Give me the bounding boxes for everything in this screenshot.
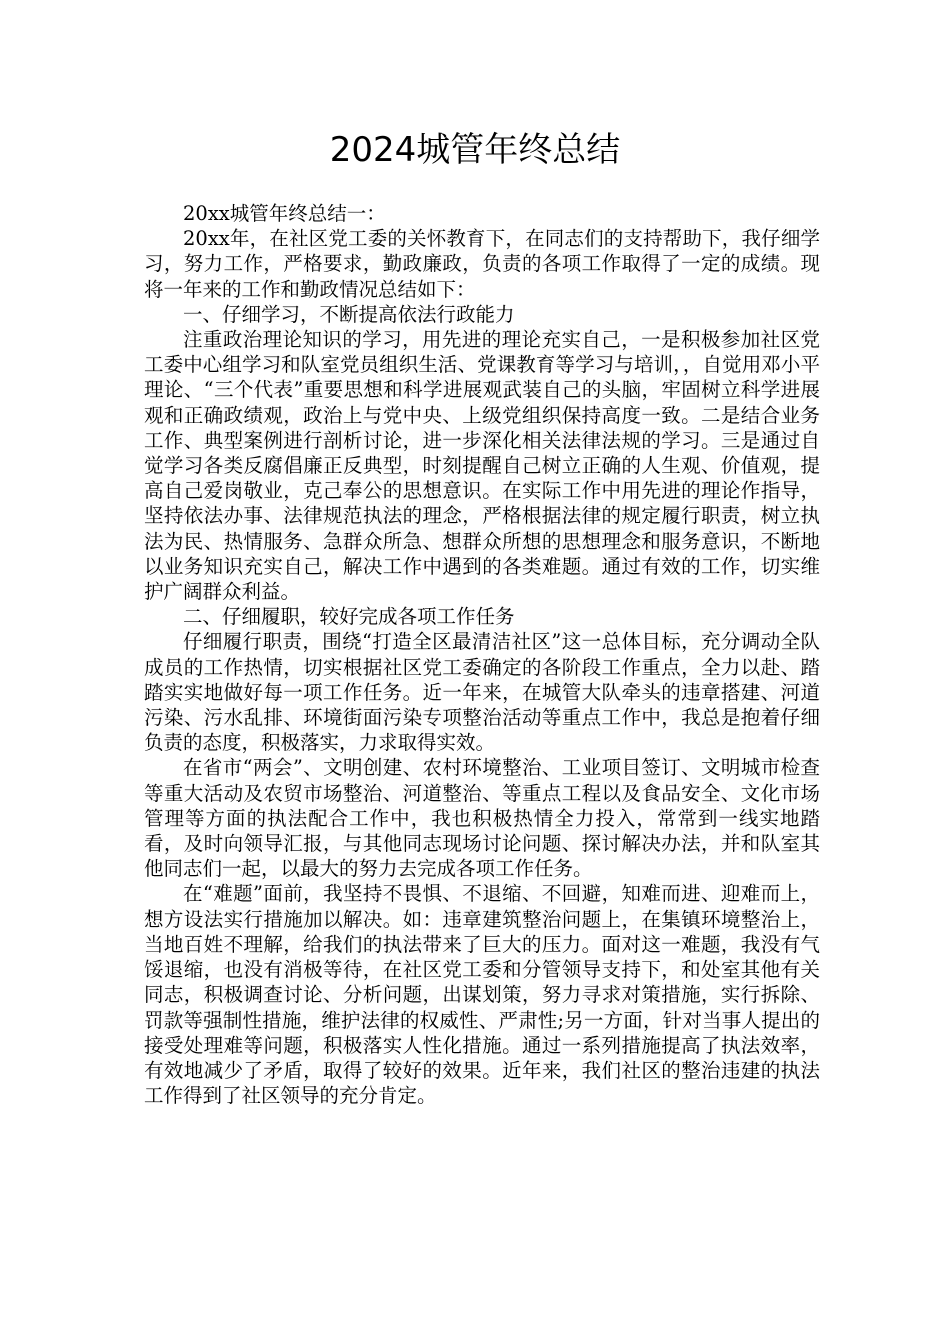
paragraph: 在省市“两会”、文明创建、农村环境整治、工业项目签订、文明城市检查等重大活动及农贸市场整治、河道整治、等重点工程以及食品安全、文化市场管理等方面的执法配合工作中，我也积极热情全力投入，常常到一线实地踏看，及时向领导汇报，与其他同志现场讨论问题、探讨解决办法，并和队室其他同志们一起，以最大的努力去完成各项工作任务。 [144,756,820,881]
paragraph: 20xx年，在社区党工委的关怀教育下，在同志们的支持帮助下，我仔细学习，努力工作，严格要求，勤政廉政，负责的各项工作取得了一定的成绩。现将一年来的工作和勤政情况总结如下： [144,227,820,301]
section-heading-2: 二、仔细履职，较好完成各项工作任务 [183,605,515,629]
document-title: 2024城管年终总结 [329,130,621,170]
paragraph: 注重政治理论知识的学习，用先进的理论充实自己，一是积极参加社区党工委中心组学习和队室党员组织生活、党课教育等学习与培训，，自觉用邓小平理论、“三个代表”重要思想和科学进展观武装自己的头脑，牢固树立科学进展观和正确政绩观，政治上与党中央、上级党组织保持高度一致。二是结合业务工作、典型案例进行剖析讨论，进一步深化相关法律法规的学习。三是通过自觉学习各类反腐倡廉正反典型，时刻提醒自己树立正确的人生观、价值观，提高自己爱岗敬业，克己奉公的思想意识。在实际工作中用先进的理论作指导，坚持依法办事、法律规范执法的理念，严格根据法律的规定履行职责，树立执法为民、热情服务、急群众所急、想群众所想的思想理念和服务意识，不断地以业务知识充实自己，解决工作中遇到的各类难题。通过有效的工作，切实维护广阔群众利益。 [144,328,820,604]
section-heading-1: 一、仔细学习，不断提高依法行政能力 [183,302,515,326]
paragraph-heading-intro: 20xx城管年终总结一： [183,202,386,225]
document-body [144,201,820,1108]
paragraph: 仔细履行职责，围绕“打造全区最清洁社区”这一总体目标，充分调动全队成员的工作热情，切实根据社区党工委确定的各阶段工作重点，全力以赴、踏踏实实地做好每一项工作任务。近一年来，在城管大队牵头的违章搭建、河道污染、污水乱排、环境街面污染专项整治活动等重点工作中，我总是抱着仔细负责的态度，积极落实，力求取得实效。 [144,630,820,755]
paragraph: 在“难题”面前，我坚持不畏惧、不退缩、不回避，知难而进、迎难而上，想方设法实行措施加以解决。如：违章建筑整治问题上，在集镇环境整治上，当地百姓不理解，给我们的执法带来了巨大的压力。面对这一难题，我没有气馁退缩，也没有消极等待，在社区党工委和分管领导支持下，和处室其他有关同志，积极调查讨论、分析问题，出谋划策，努力寻求对策措施，实行拆除、罚款等强制性措施，维护法律的权威性、严肃性;另一方面，针对当事人提出的接受处理难等问题，积极落实人性化措施。通过一系列措施提高了执法效率，有效地减少了矛盾，取得了较好的效果。近年来，我们社区的整治违建的执法工作得到了社区领导的充分肯定。 [144,882,820,1108]
